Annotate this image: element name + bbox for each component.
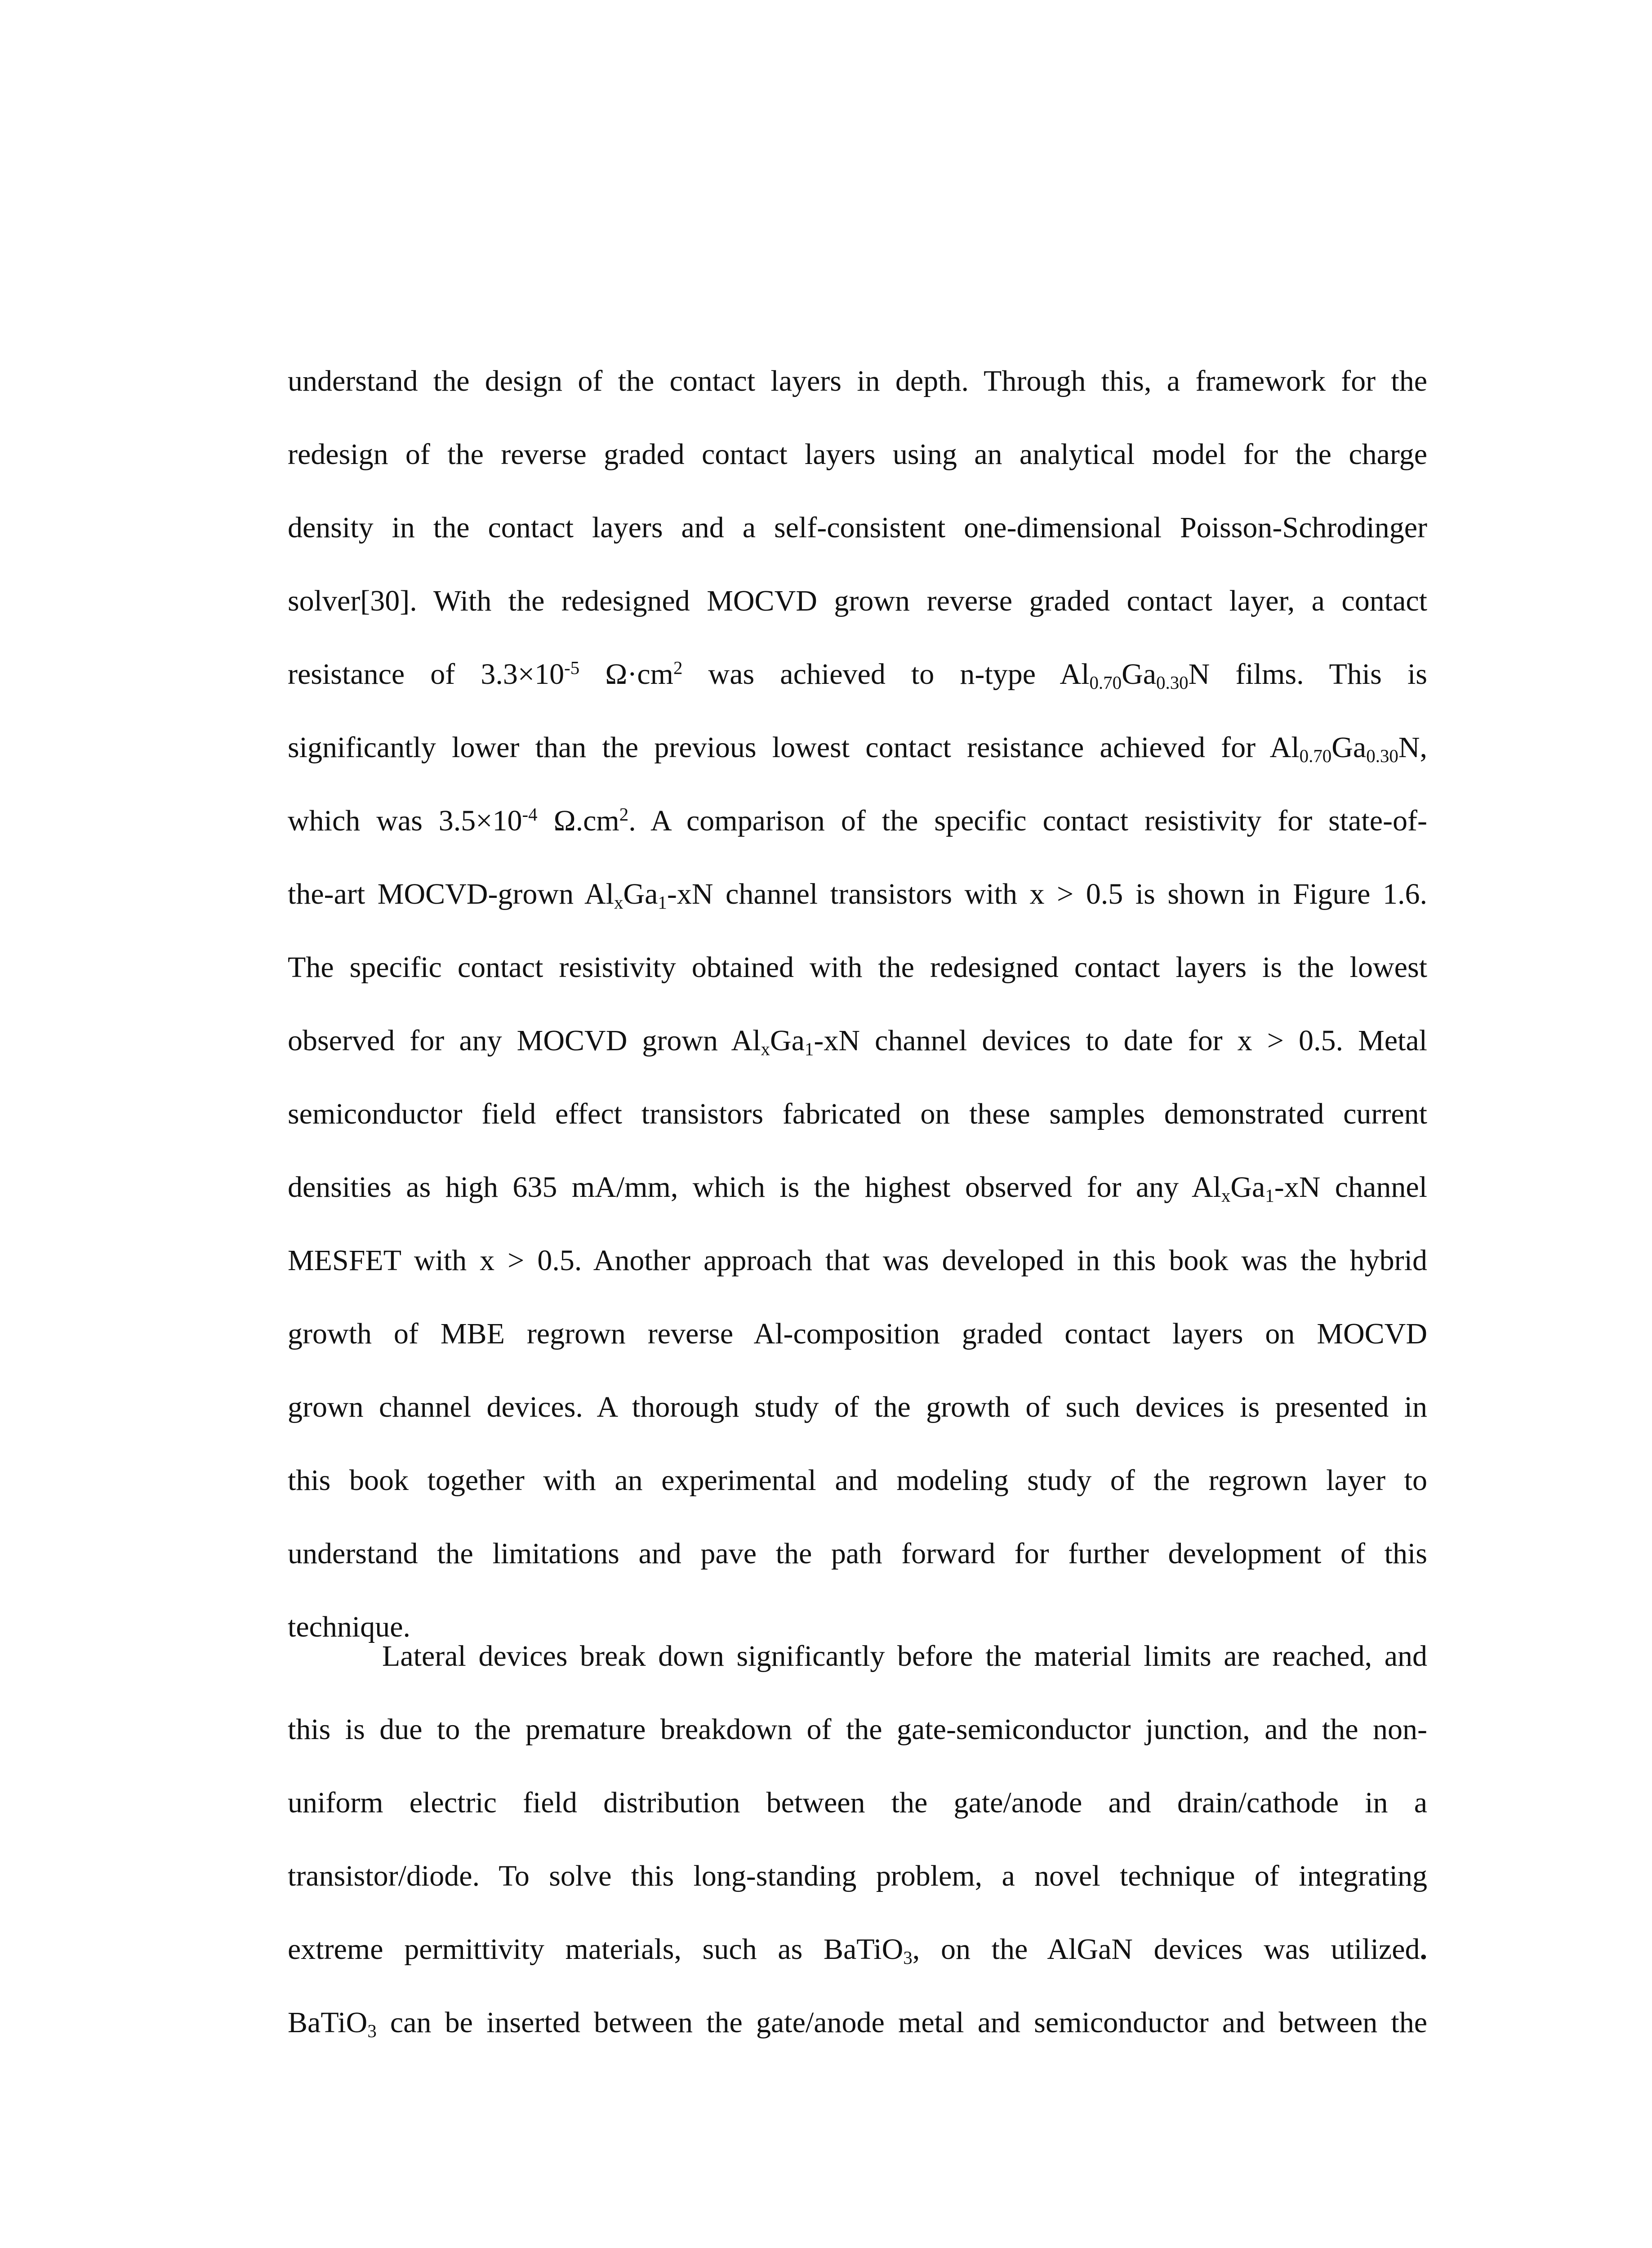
text-line: significantly lower than the previous lowest contact resistance achieved for $Al_{0.70}Ga_{0.30}N$, <box>288 731 1427 767</box>
text-line: transistor/diode. To solve this long-standing problem, a novel technique of integrating <box>288 1860 1427 1892</box>
superscript: -4 <box>522 804 538 825</box>
text-line: grown channel devices. A thorough study of the growth of such devices is presented in <box>288 1391 1427 1423</box>
subscript: 0.70 <box>1299 746 1332 767</box>
text-line: observed for any MOCVD grown $Al_xGa_1-xN$ channel devices to date for x > 0.5. Metal <box>288 1024 1428 1060</box>
text-line: this book together with an experimental and modeling study of the regrown layer to <box>288 1464 1427 1497</box>
subscript: 1 <box>658 892 667 913</box>
text-line: this is due to the premature breakdown of the gate-semiconductor junction, and the non- <box>288 1713 1427 1746</box>
subscript: 0.30 <box>1156 673 1189 693</box>
superscript: -5 <box>564 657 580 678</box>
text-line: the-art MOCVD-grown $Al_xGa_1-xN$ channel transistors with x > 0.5 is shown in Figure 1.6. <box>288 878 1427 913</box>
subscript: 0.30 <box>1366 746 1398 767</box>
text-line: densities as high 635 mA/mm, which is the highest observed for any $Al_xGa_1-xN$ channel <box>288 1171 1427 1206</box>
text-line: which was $3.5\times 10^{-4}$ $\Omega.cm^2$. A comparison of the specific contact resistivity for state-of- <box>288 804 1427 837</box>
text-line: MESFET with x > 0.5. Another approach that was developed in this book was the hybrid <box>288 1244 1427 1277</box>
text-line: BaTiO$_3$ can be inserted between the gate/anode metal and semiconductor and between the <box>288 2006 1427 2042</box>
subscript: 3 <box>367 2021 377 2042</box>
subscript: 1 <box>804 1039 814 1060</box>
text-line: uniform electric field distribution between the gate/anode and drain/cathode in a <box>288 1786 1427 1819</box>
text-line: solver[30]. With the redesigned MOCVD grown reverse graded contact layer, a contact <box>288 584 1427 617</box>
subscript: x <box>614 892 623 913</box>
superscript: 2 <box>673 657 683 678</box>
text-line: redesign of the reverse graded contact layers using an analytical model for the charge <box>288 438 1427 471</box>
text-line: density in the contact layers and a self-consistent one-dimensional Poisson-Schrodinger <box>288 511 1427 544</box>
subscript: 1 <box>1265 1186 1274 1206</box>
text-line: The specific contact resistivity obtained with the redesigned contact layers is the lowest <box>288 951 1427 984</box>
text-line: technique. <box>288 1610 411 1643</box>
text-line: extreme permittivity materials, such as BaTiO$_3$, on the AlGaN devices was utilized. <box>288 1933 1427 1968</box>
text-line: Lateral devices break down significantly before the material limits are reached, and <box>382 1640 1427 1673</box>
text-line: understand the design of the contact layers in depth. Through this, a framework for the <box>288 365 1427 397</box>
subscript: x <box>1221 1186 1231 1206</box>
superscript: 2 <box>619 804 629 825</box>
subscript: x <box>761 1039 770 1060</box>
bold-period: . <box>1420 1933 1427 1966</box>
subscript: 3 <box>903 1948 913 1968</box>
text-line: semiconductor field effect transistors fabricated on these samples demonstrated current <box>288 1097 1427 1130</box>
text-line: understand the limitations and pave the path forward for further development of this <box>288 1537 1427 1570</box>
text-line: growth of MBE regrown reverse Al-composition graded contact layers on MOCVD <box>288 1317 1427 1350</box>
text-line: resistance of $3.3\times 10^{-5}$ $\Omega\cdot cm^2$ was achieved to n-type $Al_{0.70}Ga_{0.30}N$ films. This is <box>288 657 1427 693</box>
subscript: 0.70 <box>1089 673 1122 693</box>
